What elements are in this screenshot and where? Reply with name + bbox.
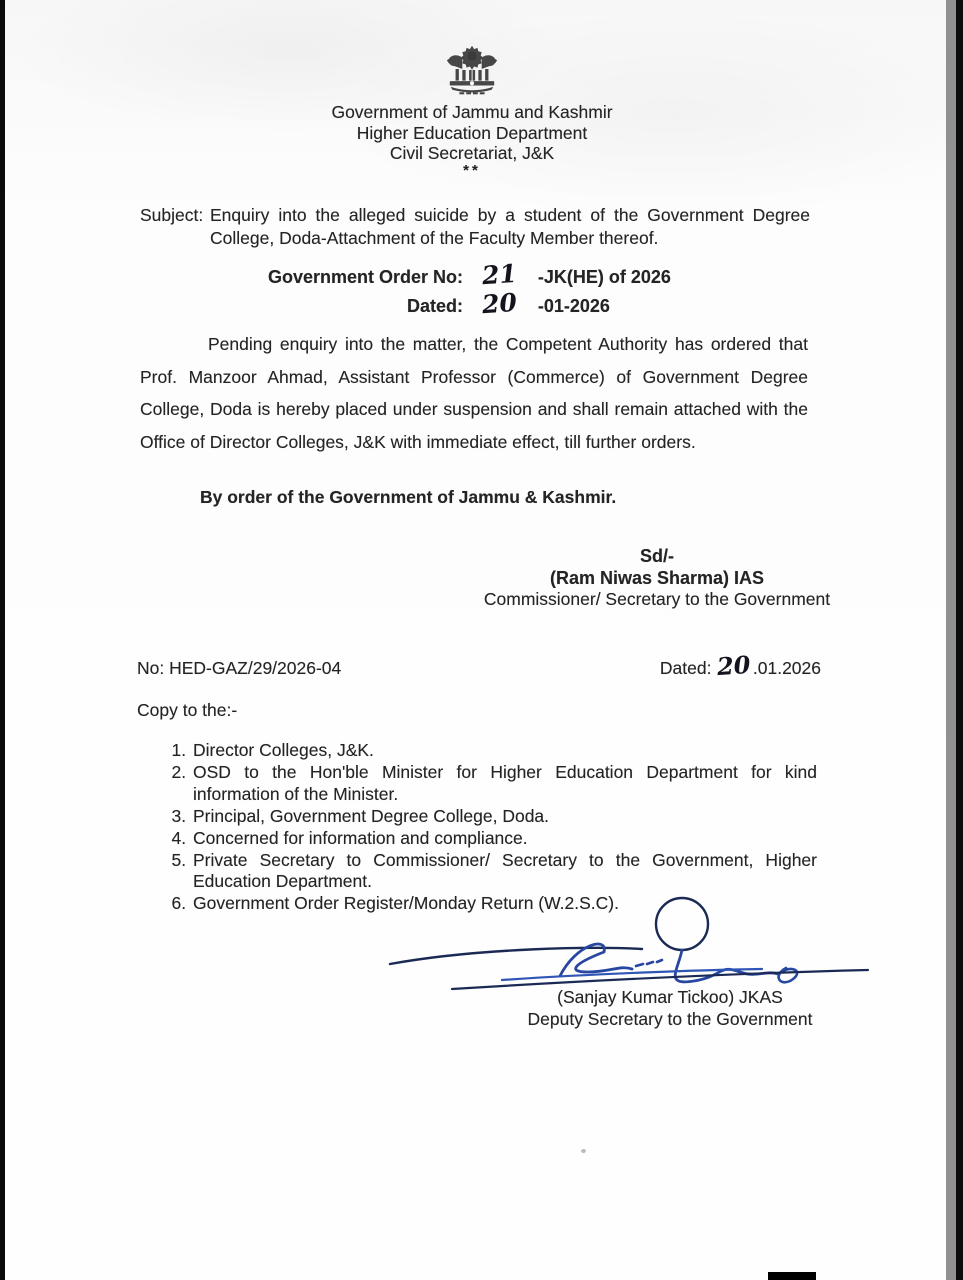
order-number-block (0, 258, 963, 323)
order-body-paragraph: Pending enquiry into the matter, the Competent Authority has ordered that Prof. Manzoor Ahmad, Assistant Professor (Commerce) of Government Degree College, Doda is hereby placed under suspension and shall remain attached with the Office of Director Colleges, J&K with immediate effect, till further orders. (140, 334, 808, 452)
letterhead (0, 40, 944, 178)
order-dated-handwritten-value: 20 (481, 287, 518, 320)
letterhead-separator-stars: ** (463, 161, 481, 179)
order-no-suffix: -JK(HE) of 2026 (537, 267, 671, 287)
letterhead-secretariat-line: Civil Secretariat, J&K (389, 143, 555, 163)
reference-dated-label: Dated: (659, 658, 712, 678)
handwritten-signature (278, 886, 878, 996)
copy-to-item: 3. Principal, Government Degree College, Doda. (191, 806, 817, 828)
secondary-signatory-name: (Sanjay Kumar Tickoo) JKAS (557, 987, 783, 1007)
copy-to-item: 4. Concerned for information and compliance. (191, 828, 817, 850)
scan-artifact-left-edge (0, 0, 5, 1280)
copy-to-item: 1. Director Colleges, J&K. (191, 740, 817, 762)
copy-to-item: 2. OSD to the Hon'ble Minister for Higher Education Department for kind information of the Minister. (191, 762, 817, 806)
secondary-signatory-block (470, 986, 870, 1030)
primary-signatory-name: (Ram Niwas Sharma) IAS (549, 567, 765, 588)
scan-artifact-bottom-bar (768, 1272, 816, 1280)
by-order-line: By order of the Government of Jammu & Kashmir. (200, 487, 617, 507)
subject-label: Subject: (140, 205, 204, 225)
order-dated-suffix: -01-2026 (537, 296, 610, 316)
order-no-label: Government Order No: (267, 267, 463, 287)
primary-signatory-block (468, 546, 846, 611)
reference-dated-handwritten-value: 20 (716, 649, 752, 682)
scan-artifact-right-edge-gray (946, 0, 956, 1280)
india-national-emblem-icon (442, 40, 502, 98)
secondary-signatory-title: Deputy Secretary to the Government (527, 1009, 813, 1029)
reference-number: No: HED-GAZ/29/2026-04 (137, 658, 342, 678)
letterhead-department-line: Higher Education Department (356, 122, 588, 143)
reference-line (137, 649, 821, 682)
copy-to-item: 6. Government Order Register/Monday Return (W.2.S.C). (191, 893, 817, 915)
copy-to-item: 5. Private Secretary to Commissioner/ Secretary to the Government, Higher Education Department. (191, 850, 817, 894)
scan-artifact-right-edge-black (956, 0, 963, 1280)
scan-artifact-dot (581, 1149, 586, 1153)
sd-notation: Sd/- (640, 546, 674, 566)
order-dated-label: Dated: (406, 296, 463, 316)
reference-dated (659, 649, 821, 682)
primary-signatory-title: Commissioner/ Secretary to the Government (483, 589, 831, 610)
subject-text: Enquiry into the alleged suicide by a student of the Government Degree College, Doda-Attachment of the Faculty Member thereof. (210, 205, 810, 248)
order-no-handwritten-value: 21 (481, 258, 518, 291)
order-dated-row (0, 287, 963, 323)
copy-to-label: Copy to the:- (137, 700, 238, 720)
subject-block (140, 204, 810, 249)
reference-dated-suffix: .01.2026 (752, 658, 821, 678)
letterhead-government-line: Government of Jammu and Kashmir (331, 102, 613, 122)
